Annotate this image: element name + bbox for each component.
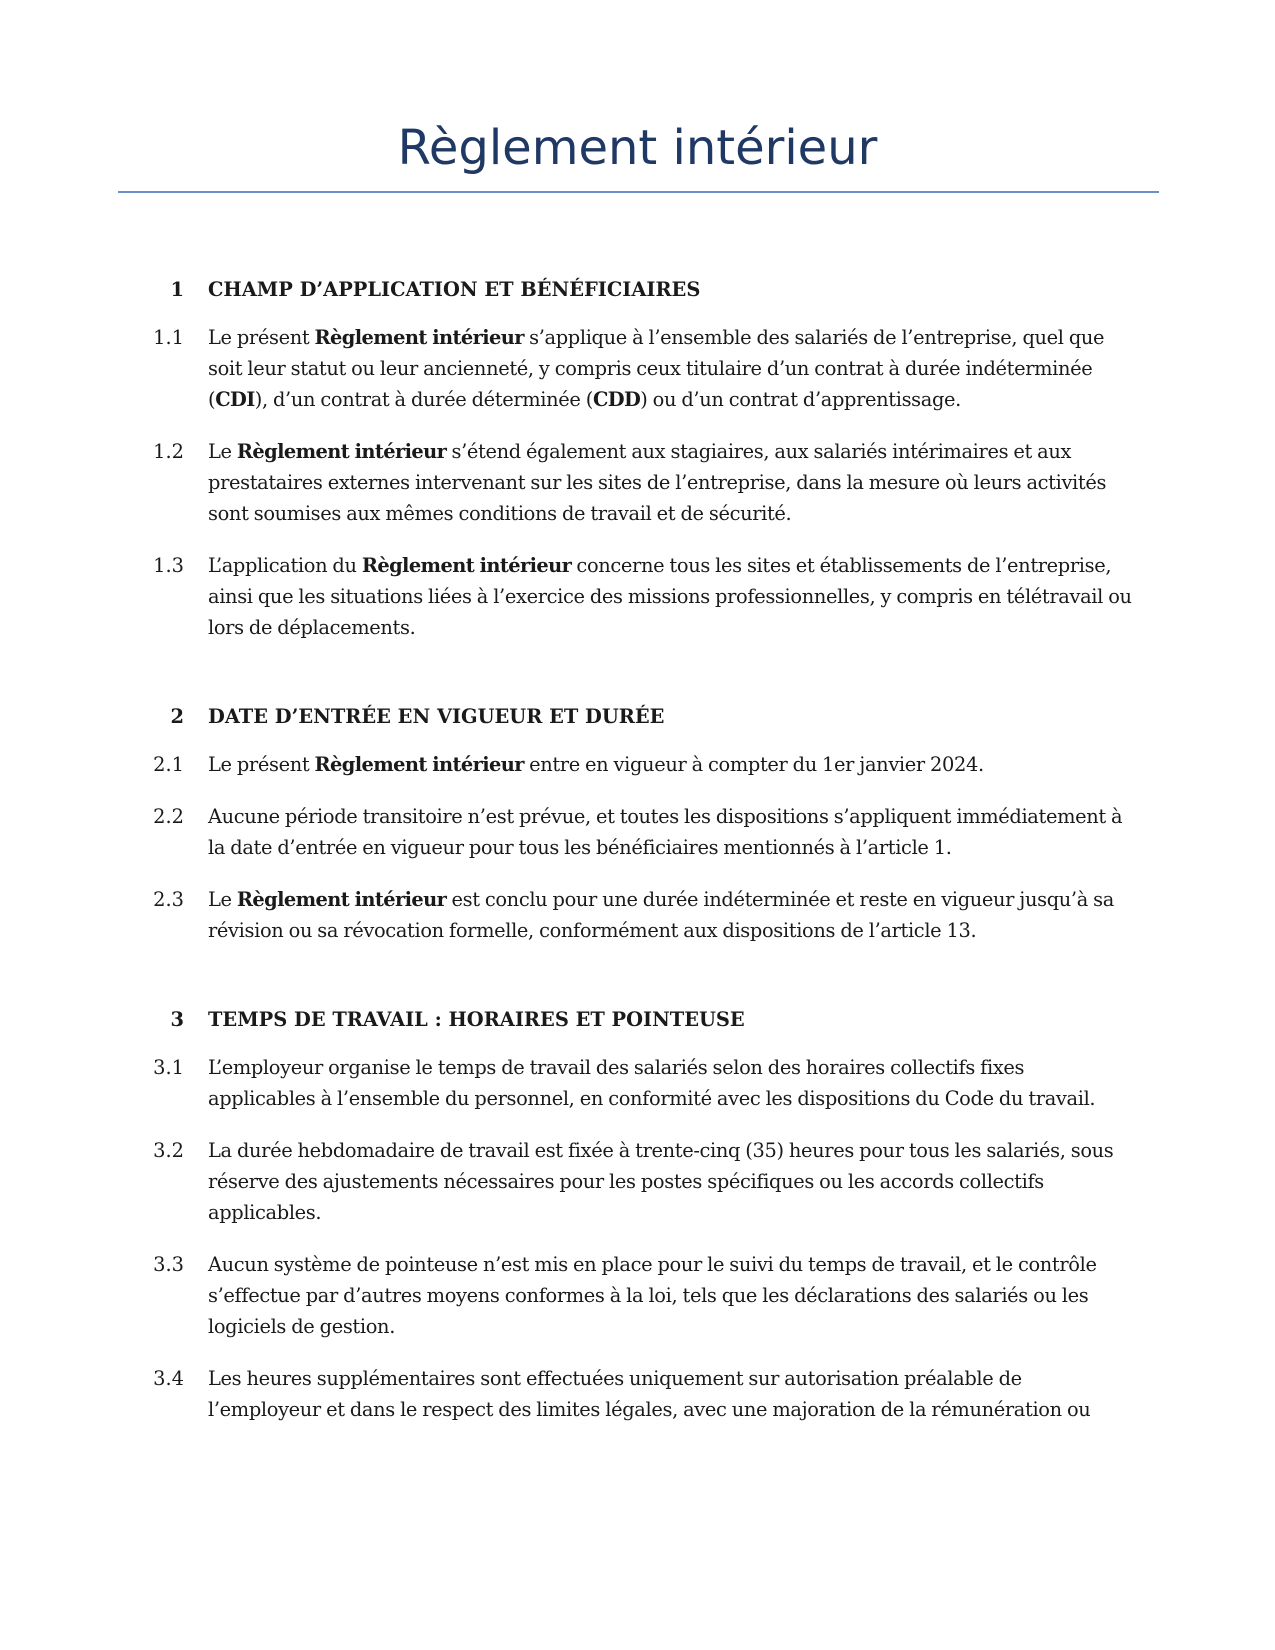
clause-text [208, 1249, 1133, 1342]
clause-text-segment: Le présent [208, 753, 315, 776]
section-number: 3 [170, 1008, 184, 1031]
section-heading-text: TEMPS DE TRAVAIL : HORAIRES ET POINTEUSE [208, 1008, 745, 1031]
clause-text [208, 550, 1133, 643]
clause-text-segment: Les heures supplémentaires sont effectuées uniquement sur autorisation préalable de l’employeur et dans le respect des limites légales, avec une majoration de la rémunération ou [208, 1367, 1091, 1421]
clause-text [208, 1363, 1133, 1425]
clause-number: 3.1 [153, 1056, 184, 1079]
clause [0, 1135, 1275, 1228]
clause-text-bold: Règlement intérieur [236, 888, 447, 911]
clause-number: 3.4 [153, 1367, 184, 1390]
clause [0, 749, 1275, 780]
clause-text-segment: entre en vigueur à compter du 1er janvier 2024. [523, 753, 984, 776]
clause-text-segment: ) ou d’un contrat d’apprentissage. [640, 388, 961, 411]
clause-text [208, 749, 1133, 780]
section-heading-text: CHAMP D’APPLICATION ET BÉNÉFICIAIRES [208, 278, 701, 301]
clause-text-segment: L’application du [208, 554, 362, 577]
clause-number: 1.2 [153, 440, 184, 463]
clause-text-segment: Aucun système de pointeuse n’est mis en place pour le suivi du temps de travail, et le contrôle s’effectue par d’autres moyens conformes à la loi, tels que les déclarations des salariés ou les logiciels de gestion. [208, 1253, 1097, 1338]
clause-text-bold: CDI [215, 388, 255, 411]
section-heading [0, 272, 1275, 308]
section-heading [0, 1002, 1275, 1038]
section-1 [0, 272, 1275, 643]
section-number: 1 [170, 278, 184, 301]
clause-text [208, 1135, 1133, 1228]
clause-text-segment: Aucune période transitoire n’est prévue, et toutes les dispositions s’appliquent immédiatement à la date d’entrée en vigueur pour tous les bénéficiaires mentionnés à l’article 1. [208, 805, 1123, 859]
clause-text-bold: Règlement intérieur [236, 440, 447, 463]
clause [0, 322, 1275, 415]
clause [0, 1052, 1275, 1114]
clause-text-segment: concerne tous les sites et établissements de l’entreprise, ainsi que les situations liées à l’exercice des missions professionnelles, y compris en télétravail ou lors de déplacements. [208, 554, 1132, 639]
clause-number: 1.1 [153, 326, 184, 349]
clause-text [208, 1052, 1133, 1114]
clause-text-bold: Règlement intérieur [361, 554, 572, 577]
clause-text-segment: Le [208, 888, 237, 911]
clause-text-segment: L’employeur organise le temps de travail des salariés selon des horaires collectifs fixes applicables à l’ensemble du personnel, en conformité avec les dispositions du Code du travail. [208, 1056, 1096, 1110]
title-underline [118, 191, 1159, 193]
clause [0, 1363, 1275, 1425]
clause-text-segment: s’étend également aux stagiaires, aux salariés intérimaires et aux prestataires externes intervenant sur les sites de l’entreprise, dans la mesure où leurs activités sont soumises aux mêmes conditions de travail et de sécurité. [208, 440, 1107, 525]
section-number: 2 [170, 705, 184, 728]
clause-text-segment: est conclu pour une durée indéterminée et reste en vigueur jusqu’à sa révision ou sa révocation formelle, conformément aux dispositions de l’article 13. [208, 888, 1114, 942]
clause-text [208, 322, 1133, 415]
clause-text-segment: s’applique à l’ensemble des salariés de l’entreprise, quel que soit leur statut ou leur ancienneté, y compris ceux titulaire d’un contrat à durée indéterminée ( [208, 326, 1105, 411]
section-3 [0, 1002, 1275, 1425]
clause-text-bold: Règlement intérieur [314, 326, 524, 349]
clause-number: 2.2 [153, 805, 184, 828]
clause-number: 1.3 [153, 554, 184, 577]
clause-text [208, 436, 1133, 529]
section-2 [0, 699, 1275, 946]
section-heading [0, 699, 1275, 735]
clause-text-segment: La durée hebdomadaire de travail est fixée à trente-cinq (35) heures pour tous les salariés, sous réserve des ajustements nécessaires pour les postes spécifiques ou les accords collectifs applicables. [208, 1139, 1114, 1224]
clause-text-segment: Le présent [208, 326, 315, 349]
clause-text-segment: Le [208, 440, 237, 463]
clause [0, 884, 1275, 946]
section-heading-text: DATE D’ENTRÉE EN VIGUEUR ET DURÉE [208, 705, 665, 728]
document-body [0, 272, 1275, 1446]
clause-text-segment: ), d’un contrat à durée déterminée ( [254, 388, 593, 411]
clause-number: 2.1 [153, 753, 184, 776]
clause-text [208, 884, 1133, 946]
clause-text [208, 801, 1133, 863]
clause-number: 3.2 [153, 1139, 184, 1162]
clause-number: 3.3 [153, 1253, 184, 1276]
clause [0, 550, 1275, 643]
clause [0, 801, 1275, 863]
clause [0, 436, 1275, 529]
document-title: Règlement intérieur [397, 120, 878, 176]
clause [0, 1249, 1275, 1342]
clause-number: 2.3 [153, 888, 184, 911]
clause-text-bold: CDD [592, 388, 641, 411]
clause-text-bold: Règlement intérieur [314, 753, 524, 776]
